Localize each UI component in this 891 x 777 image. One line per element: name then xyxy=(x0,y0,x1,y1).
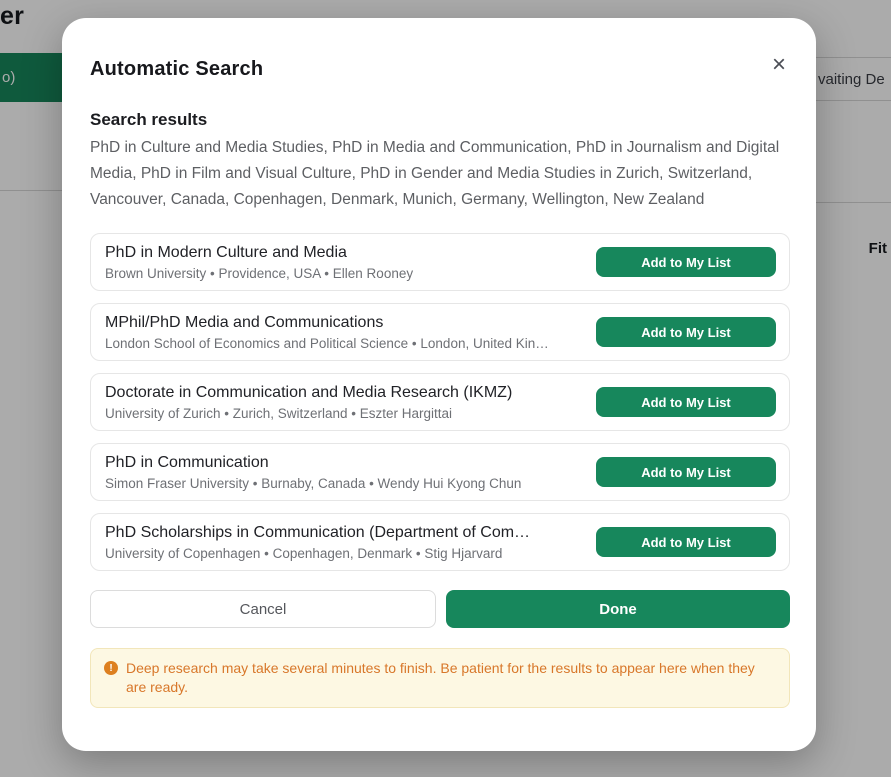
search-results-heading: Search results xyxy=(90,110,208,129)
result-subtitle: University of Zurich • Zurich, Switzerland • Eszter Hargittai xyxy=(105,405,453,421)
result-subtitle: Simon Fraser University • Burnaby, Canada • Wendy Hui Kyong Chun xyxy=(105,475,522,491)
add-to-my-list-button[interactable]: Add to My List xyxy=(596,247,776,277)
add-to-my-list-button[interactable]: Add to My List xyxy=(596,387,776,417)
automatic-search-dialog xyxy=(62,18,816,751)
cancel-button[interactable]: Cancel xyxy=(90,590,436,628)
result-subtitle: University of Copenhagen • Copenhagen, Denmark • Stig Hjarvard xyxy=(105,545,503,561)
page-title: er xyxy=(0,2,25,30)
result-text xyxy=(105,452,596,493)
result-card xyxy=(90,303,790,361)
result-text xyxy=(105,242,596,283)
column-header-fit: Fit xyxy=(868,240,887,257)
result-card xyxy=(90,373,790,431)
active-tab-label: o) xyxy=(2,69,16,86)
result-subtitle: Brown University • Providence, USA • Ellen Rooney xyxy=(105,265,414,281)
result-text xyxy=(105,312,596,353)
done-button[interactable]: Done xyxy=(446,590,790,628)
results-list xyxy=(90,233,790,571)
dialog-title: Automatic Search xyxy=(90,58,264,80)
result-title: Doctorate in Communication and Media Research (IKMZ) xyxy=(105,383,513,401)
notice-text: Deep research may take several minutes to finish. Be patient for the results to appear here when they are ready. xyxy=(126,660,755,695)
add-to-my-list-button[interactable]: Add to My List xyxy=(596,457,776,487)
warning-icon: ! xyxy=(104,661,118,675)
tab-awaiting-decision[interactable]: vaiting De xyxy=(818,71,885,88)
close-icon[interactable]: × xyxy=(768,56,790,74)
result-text xyxy=(105,522,596,563)
search-query-text: PhD in Culture and Media Studies, PhD in Media and Communication, PhD in Journalism and Digital Media, PhD in Film and Visual Culture, PhD in Gender and Media Studies in Zurich, Switzerland, Vancouver, Canada, Copenhagen, Denmark, Munich, Germany, Wellington, New Zealand xyxy=(90,139,780,208)
result-card xyxy=(90,513,790,571)
add-to-my-list-button[interactable]: Add to My List xyxy=(596,527,776,557)
result-title: MPhil/PhD Media and Communications xyxy=(105,313,384,331)
add-to-my-list-button[interactable]: Add to My List xyxy=(596,317,776,347)
dialog-footer xyxy=(90,590,790,628)
dialog-header xyxy=(90,51,790,81)
result-text xyxy=(105,382,596,423)
result-title: PhD in Modern Culture and Media xyxy=(105,243,347,261)
result-card xyxy=(90,233,790,291)
result-card xyxy=(90,443,790,501)
result-title: PhD in Communication xyxy=(105,453,269,471)
result-title: PhD Scholarships in Communication (Department of Com… xyxy=(105,523,531,541)
deep-research-notice xyxy=(90,648,790,708)
result-subtitle: London School of Economics and Political Science • London, United Kin… xyxy=(105,335,549,351)
